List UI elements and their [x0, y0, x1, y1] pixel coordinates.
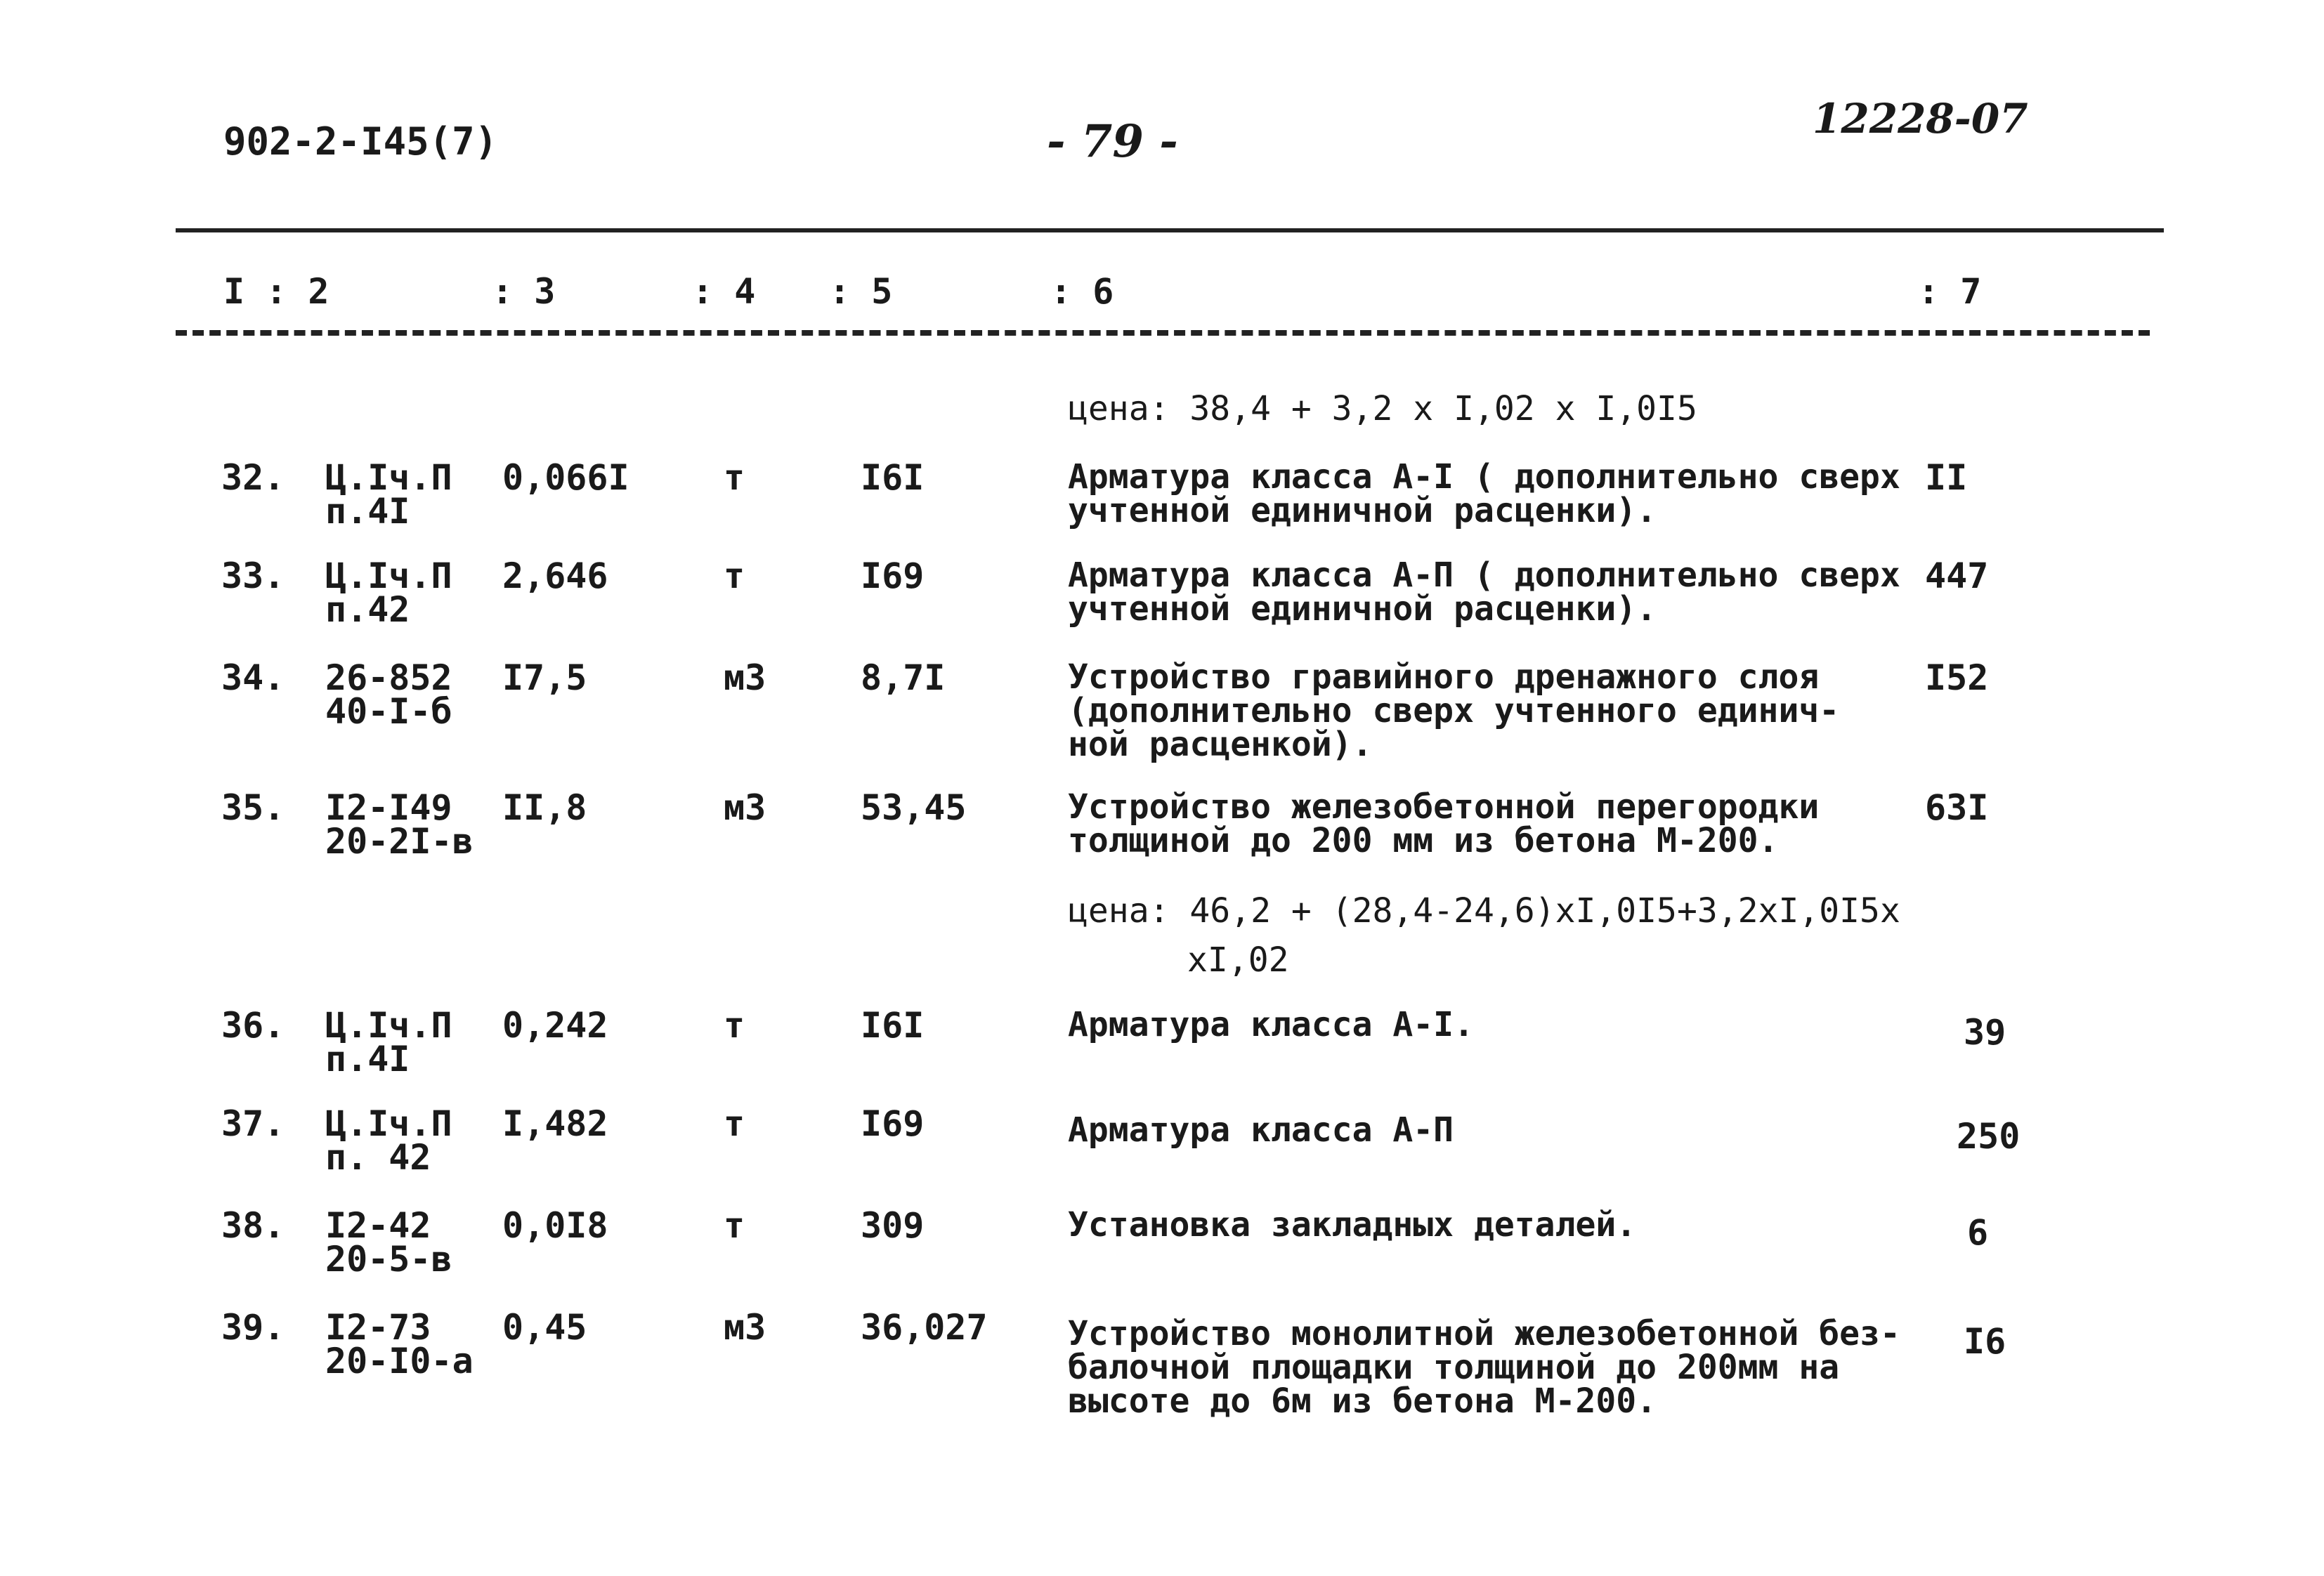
description-line: балочной площадки толщиной до 200мм на — [1068, 1348, 1840, 1387]
column-header-1-2: I : 2 — [223, 271, 329, 312]
quantity: I7,5 — [502, 657, 587, 698]
description-line: учтенной единичной расценки). — [1068, 589, 1657, 629]
quantity: 0,242 — [502, 1005, 608, 1046]
unit-price: I6I — [861, 457, 925, 498]
row-number: 35. — [221, 787, 285, 828]
description-line: Арматура класса А-I. — [1068, 1005, 1474, 1044]
total: 6 — [1967, 1212, 1989, 1253]
norm-subcode: п. 42 — [325, 1137, 431, 1178]
price-note: цена: 38,4 + 3,2 x I,02 x I,0I5 — [1068, 389, 1697, 428]
description-line: Установка закладных деталей. — [1068, 1205, 1637, 1245]
top-rule — [176, 228, 2164, 232]
row-number: 32. — [221, 457, 285, 498]
unit-price: 53,45 — [861, 787, 967, 828]
total: II — [1925, 457, 1968, 498]
row-number: 34. — [221, 657, 285, 698]
description-line: Устройство железобетонной перегородки — [1068, 787, 1820, 827]
description-line: Арматура класса А-П — [1068, 1110, 1454, 1150]
unit: т — [724, 1103, 745, 1144]
unit-price: 36,027 — [861, 1307, 988, 1348]
total: 63I — [1925, 787, 1989, 828]
unit: м3 — [724, 787, 766, 828]
column-header-6: : 6 — [1050, 271, 1114, 312]
row-number: 36. — [221, 1005, 285, 1046]
quantity: II,8 — [502, 787, 587, 828]
unit: т — [724, 1005, 745, 1046]
description-line: (дополнительно сверх учтенного единич- — [1068, 691, 1840, 730]
description-line: Устройство гравийного дренажного слоя — [1068, 657, 1820, 697]
norm-code: Ц.Iч.П — [325, 1005, 452, 1046]
row-number: 38. — [221, 1205, 285, 1246]
unit: т — [724, 1205, 745, 1246]
total: I6 — [1964, 1321, 2006, 1362]
quantity: 0,066I — [502, 457, 629, 498]
norm-subcode: п.4I — [325, 491, 410, 532]
norm-subcode: п.42 — [325, 589, 410, 630]
norm-code: I2-42 — [325, 1205, 431, 1246]
column-header-7: : 7 — [1918, 271, 1982, 312]
unit-price: I69 — [861, 556, 925, 596]
quantity: 2,646 — [502, 556, 608, 596]
description-line: ной расценкой). — [1068, 725, 1373, 764]
norm-subcode: 20-5-в — [325, 1239, 452, 1280]
norm-subcode: п.4I — [325, 1039, 410, 1079]
norm-code: I2-73 — [325, 1307, 431, 1348]
norm-code: I2-I49 — [325, 787, 452, 828]
page-number: - 79 - — [1047, 115, 1178, 168]
quantity: I,482 — [502, 1103, 608, 1144]
norm-subcode: 20-2I-в — [325, 821, 474, 862]
unit-price: I6I — [861, 1005, 925, 1046]
quantity: 0,0I8 — [502, 1205, 608, 1246]
norm-subcode: 40-I-б — [325, 691, 452, 732]
total: I52 — [1925, 657, 1989, 698]
row-number: 33. — [221, 556, 285, 596]
description-line: учтенной единичной расценки). — [1068, 491, 1657, 530]
description-line: толщиной до 200 мм из бетона М-200. — [1068, 821, 1779, 860]
unit-price: 8,7I — [861, 657, 946, 698]
norm-code: 26-852 — [325, 657, 452, 698]
unit: т — [724, 457, 745, 498]
stamp-number: 12228-07 — [1813, 95, 2028, 143]
description-line: Арматура класса А-П ( дополнительно сверх — [1068, 556, 1900, 595]
unit: м3 — [724, 1307, 766, 1348]
row-number: 39. — [221, 1307, 285, 1348]
price-note-continuation: xI,02 — [1187, 940, 1289, 980]
unit: т — [724, 556, 745, 596]
unit: м3 — [724, 657, 766, 698]
description-line: высоте до 6м из бетона М-200. — [1068, 1381, 1657, 1421]
total: 39 — [1964, 1012, 2006, 1053]
unit-price: I69 — [861, 1103, 925, 1144]
norm-code: Ц.Iч.П — [325, 457, 452, 498]
header-rule — [176, 330, 2150, 336]
total: 250 — [1957, 1116, 2021, 1157]
description-line: Устройство монолитной железобетонной без- — [1068, 1314, 1900, 1353]
norm-code: Ц.Iч.П — [325, 1103, 452, 1144]
total: 447 — [1925, 556, 1989, 596]
description-line: Арматура класса А-I ( дополнительно сверх — [1068, 457, 1900, 497]
norm-code: Ц.Iч.П — [325, 556, 452, 596]
column-header-3: : 3 — [492, 271, 556, 312]
norm-subcode: 20-I0-а — [325, 1341, 474, 1381]
price-note: цена: 46,2 + (28,4-24,6)xI,0I5+3,2xI,0I5x — [1068, 891, 1900, 931]
quantity: 0,45 — [502, 1307, 587, 1348]
unit-price: 309 — [861, 1205, 925, 1246]
document-code: 902-2-I45(7) — [223, 119, 498, 164]
column-header-5: : 5 — [829, 271, 893, 312]
column-header-4: : 4 — [692, 271, 756, 312]
row-number: 37. — [221, 1103, 285, 1144]
